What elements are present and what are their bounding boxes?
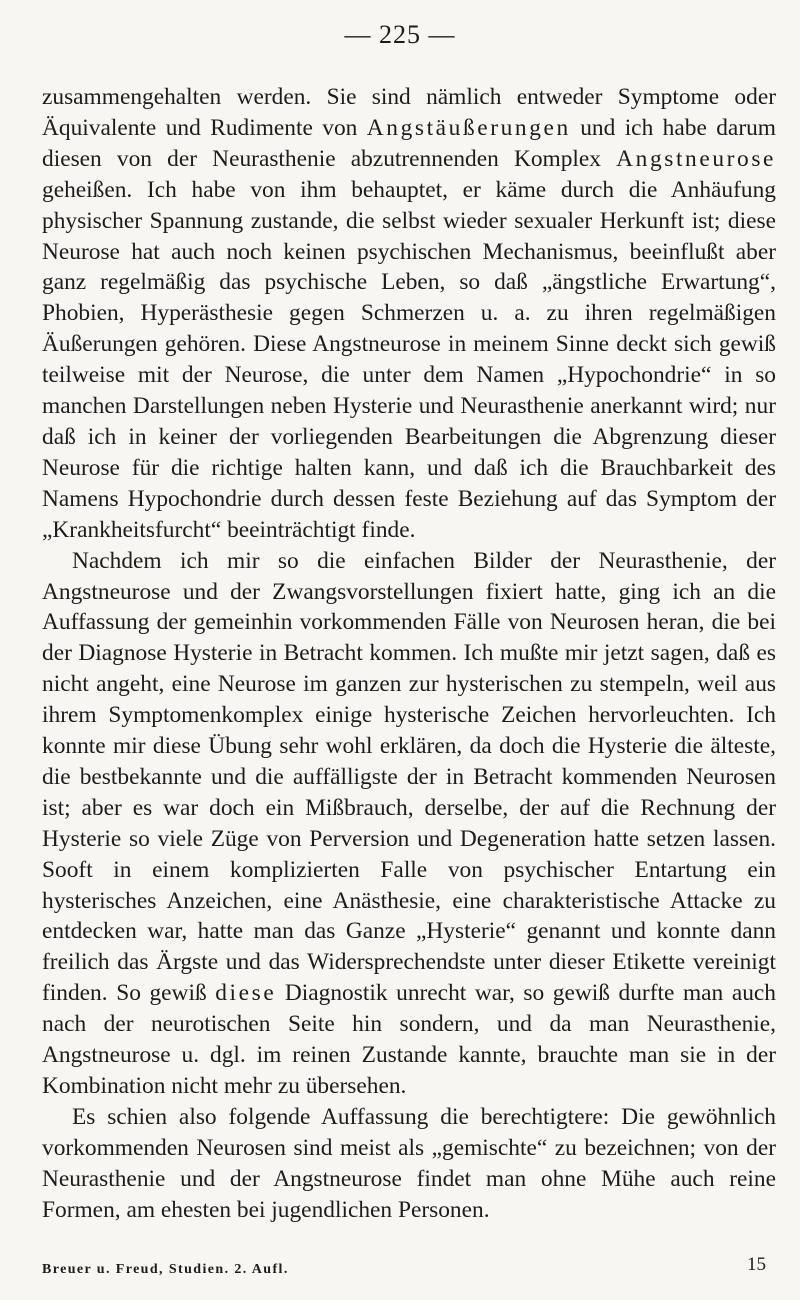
spaced-term-angstaeusserungen: Angstäußerungen (366, 114, 571, 141)
paragraph-1-text-c: und ich habe darum diesen von der Neurasthenie abzutrennenden Komplex (42, 114, 776, 172)
paragraph-3-text-a: Es schien also folgende Auffassung die berechtigtere: Die gewöhnlich vorkommenden Neurosen sind meist als „gemischte“ zu bezeichnen; von der Neurasthenie und der Angstneurose findet man ohne Mühe auch reine Formen, am ehesten bei jugendlichen Personen. (42, 1103, 776, 1223)
footer-signature-mark: 15 (747, 1254, 766, 1275)
paragraph-1-text-e: geheißen. Ich habe von ihm behauptet, er käme durch die Anhäufung physischer Spannung zustande, die selbst wieder sexualer Herkunft ist; diese Neurose hat auch noch keinen psychischen Mechanismus, beeinflußt aber ganz regelmäßig das psychische Leben, so daß „ängstliche Erwartung“, Phobien, Hyperästhesie gegen Schmerzen u. a. zu ihren regelmäßigen Äußerungen gehören. Diese Angstneurose in meinem Sinne deckt sich gewiß teilweise mit der Neurose, die unter dem Namen „Hypochondrie“ in so manchen Darstellungen neben Hysterie und Neurasthenie anerkannt wird; nur daß ich in keiner der vorliegenden Bearbeitungen die Abgrenzung dieser Neurose für die richtige halten kann, und daß ich die Brauchbarkeit des Namens Hypochondrie durch dessen feste Beziehung auf das Symptom der „Krankheitsfurcht“ beeinträchtigt finde. (42, 176, 776, 543)
paragraph-1-text-a: zusammengehalten werden. Sie sind nämlich entweder Symptome oder Äquivalente und Rudimente von (42, 84, 776, 141)
paragraph-2-text-c: Diagnostik unrecht war, so gewiß durfte man auch nach der neurotischen Seite hin sondern, und da man Neurasthenie, Angstneurose u. dgl. im reinen Zustande kannte, brauchte man sie in der Kombination nicht mehr zu übersehen. (42, 980, 776, 1099)
spaced-term-diese: diese (215, 980, 277, 1007)
paragraph-1 (42, 82, 776, 546)
spaced-term-angstneurose: Angstneurose (616, 145, 776, 172)
paragraph-2 (42, 546, 776, 1102)
body-text (42, 82, 776, 1226)
paragraph-3 (42, 1102, 776, 1226)
footer-source: Breuer u. Freud, Studien. 2. Aufl. (42, 1262, 289, 1277)
page-footer (42, 1254, 776, 1284)
paragraph-2-text-a: Nachdem ich mir so die einfachen Bilder der Neurasthenie, der Angstneurose und der Zwangsvorstellungen fixiert hatte, ging ich an die Auffassung der gemeinhin vorkommenden Fälle von Neurosen heran, die bei der Diagnose Hysterie in Betracht kommen. Ich mußte mir jetzt sagen, daß es nicht angeht, eine Neurose im ganzen zur hysterischen zu stempeln, weil aus ihrem Symptomenkomplex einige hysterische Zeichen hervorleuchten. Ich konnte mir diese Übung sehr wohl erklären, da doch die Hysterie die älteste, die bestbekannte und die auffälligste der in Betracht kommenden Neurosen ist; aber es war doch ein Mißbrauch, derselbe, der auf die Rechnung der Hysterie so viele Züge von Perversion und Degeneration hatte setzen lassen. Sooft in einem komplizierten Falle von psychischer Entartung ein hysterisches Anzeichen, eine Anästhesie, eine charakteristische Attacke zu entdecken war, hatte man das Ganze „Hysterie“ genannt und konnte dann freilich das Ärgste und das Widersprechendste unter dieser Etikette vereinigt finden. So gewiß (42, 547, 776, 1007)
page-number: — 225 — (344, 20, 456, 49)
